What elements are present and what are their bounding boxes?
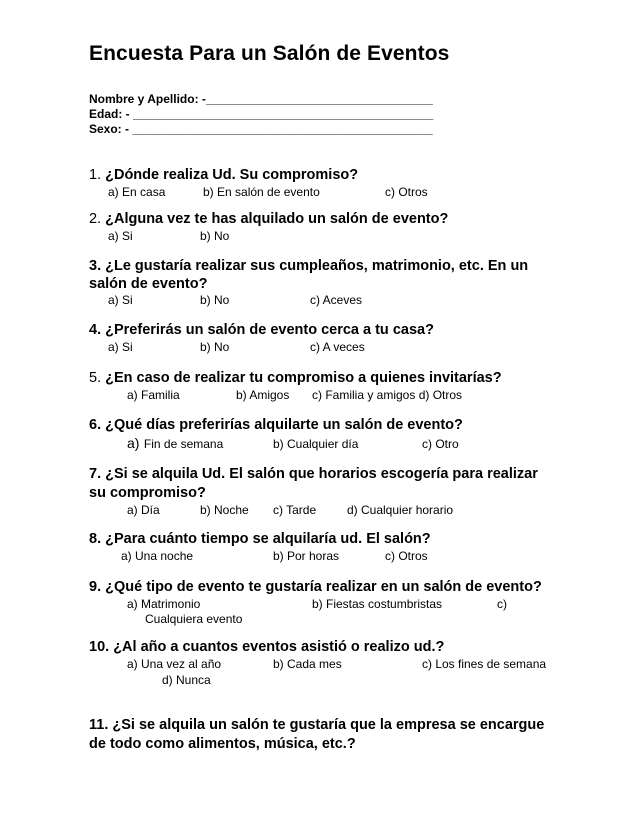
question-text: ¿Al año a cuantos eventos asistió o realizo ud.? [113, 639, 445, 655]
question-11-continued: de todo como alimentos, música, etc.? [89, 736, 356, 752]
question-number: 4. [89, 322, 102, 338]
q1-option-a: a) En casa [108, 185, 166, 199]
q9-option-a: a) Matrimonio [127, 597, 201, 611]
q9-option-c: c) [497, 597, 507, 611]
question-text: ¿Qué tipo de evento te gustaría realizar en un salón de evento? [105, 579, 542, 595]
q3-option-a: a) Si [108, 293, 133, 307]
question-number: 3. [89, 258, 102, 274]
q8-option-a: a) Una noche [121, 549, 194, 563]
q6-option-a [127, 435, 223, 453]
question-text-line1: ¿Si se alquila Ud. El salón que horarios escogería para realizar [105, 466, 538, 482]
option-letter: a) [127, 435, 140, 451]
q1-option-c: c) Otros [385, 185, 428, 199]
age-field: Edad: - _____________________________________________ [89, 107, 434, 121]
question-text: ¿Qué días preferirías alquilarte un salón de evento? [105, 417, 463, 433]
question-11 [89, 716, 544, 735]
q4-option-b: b) No [200, 340, 230, 354]
q7-option-d: d) Cualquier horario [347, 503, 454, 517]
sex-field: Sexo: - _____________________________________________ [89, 122, 433, 136]
question-number: 9. [89, 579, 102, 595]
q9-option-b: b) Fiestas costumbristas [312, 597, 443, 611]
q4-option-a: a) Si [108, 340, 133, 354]
question-number: 5. [89, 370, 102, 386]
q2-option-b: b) No [200, 229, 230, 243]
question-text-line1: ¿Si se alquila un salón te gustaría que la empresa se encargue [112, 717, 545, 733]
q2-option-a: a) Si [108, 229, 133, 243]
question-text-line1: ¿Le gustaría realizar sus cumpleaños, matrimonio, etc. En un [105, 258, 529, 274]
question-text: ¿Dónde realiza Ud. Su compromiso? [105, 167, 359, 183]
question-1 [89, 166, 358, 185]
question-text: ¿Preferirás un salón de evento cerca a tu casa? [105, 322, 434, 338]
q10-option-a: a) Una vez al año [127, 657, 222, 671]
q10-option-c: c) Los fines de semana [422, 657, 547, 671]
question-text: ¿Para cuánto tiempo se alquilaría ud. El salón? [105, 531, 431, 547]
question-7 [89, 465, 538, 484]
q7-option-b: b) Noche [200, 503, 249, 517]
question-4 [89, 321, 434, 340]
question-7-continued: su compromiso? [89, 485, 206, 501]
question-2 [89, 210, 448, 229]
q5-option-c-d: c) Familia y amigos d) Otros [312, 388, 463, 402]
question-8 [89, 530, 431, 549]
q3-option-b: b) No [200, 293, 230, 307]
name-field: Nombre y Apellido: -__________________________________ [89, 92, 433, 106]
q9-option-c-continued: Cualquiera evento [145, 612, 243, 626]
question-text: ¿En caso de realizar tu compromiso a quienes invitarías? [105, 370, 502, 386]
question-3 [89, 257, 528, 276]
q6-option-c: c) Otro [422, 437, 459, 451]
question-3-continued: salón de evento? [89, 276, 208, 292]
question-number: 7. [89, 466, 102, 482]
q8-option-c: c) Otros [385, 549, 428, 563]
q6-option-b: b) Cualquier día [273, 437, 359, 451]
question-9 [89, 578, 542, 597]
q10-option-d: d) Nunca [162, 673, 211, 687]
q8-option-b: b) Por horas [273, 549, 340, 563]
question-10 [89, 638, 444, 657]
q7-option-a: a) Día [127, 503, 160, 517]
question-number: 10. [89, 639, 110, 655]
question-5 [89, 369, 502, 388]
question-text: ¿Alguna vez te has alquilado un salón de evento? [105, 211, 449, 227]
question-number: 6. [89, 417, 102, 433]
question-number: 8. [89, 531, 102, 547]
option-text: Fin de semana [143, 437, 224, 451]
page-title: Encuesta Para un Salón de Eventos [89, 42, 450, 65]
q5-option-b: b) Amigos [236, 388, 290, 402]
q4-option-c: c) A veces [310, 340, 365, 354]
q3-option-c: c) Aceves [310, 293, 363, 307]
q10-option-b: b) Cada mes [273, 657, 342, 671]
q1-option-b: b) En salón de evento [203, 185, 320, 199]
question-6 [89, 416, 463, 435]
q5-option-a: a) Familia [127, 388, 180, 402]
question-number: 2. [89, 211, 102, 227]
q7-option-c: c) Tarde [273, 503, 317, 517]
question-number: 11. [89, 717, 109, 733]
question-number: 1. [89, 167, 102, 183]
